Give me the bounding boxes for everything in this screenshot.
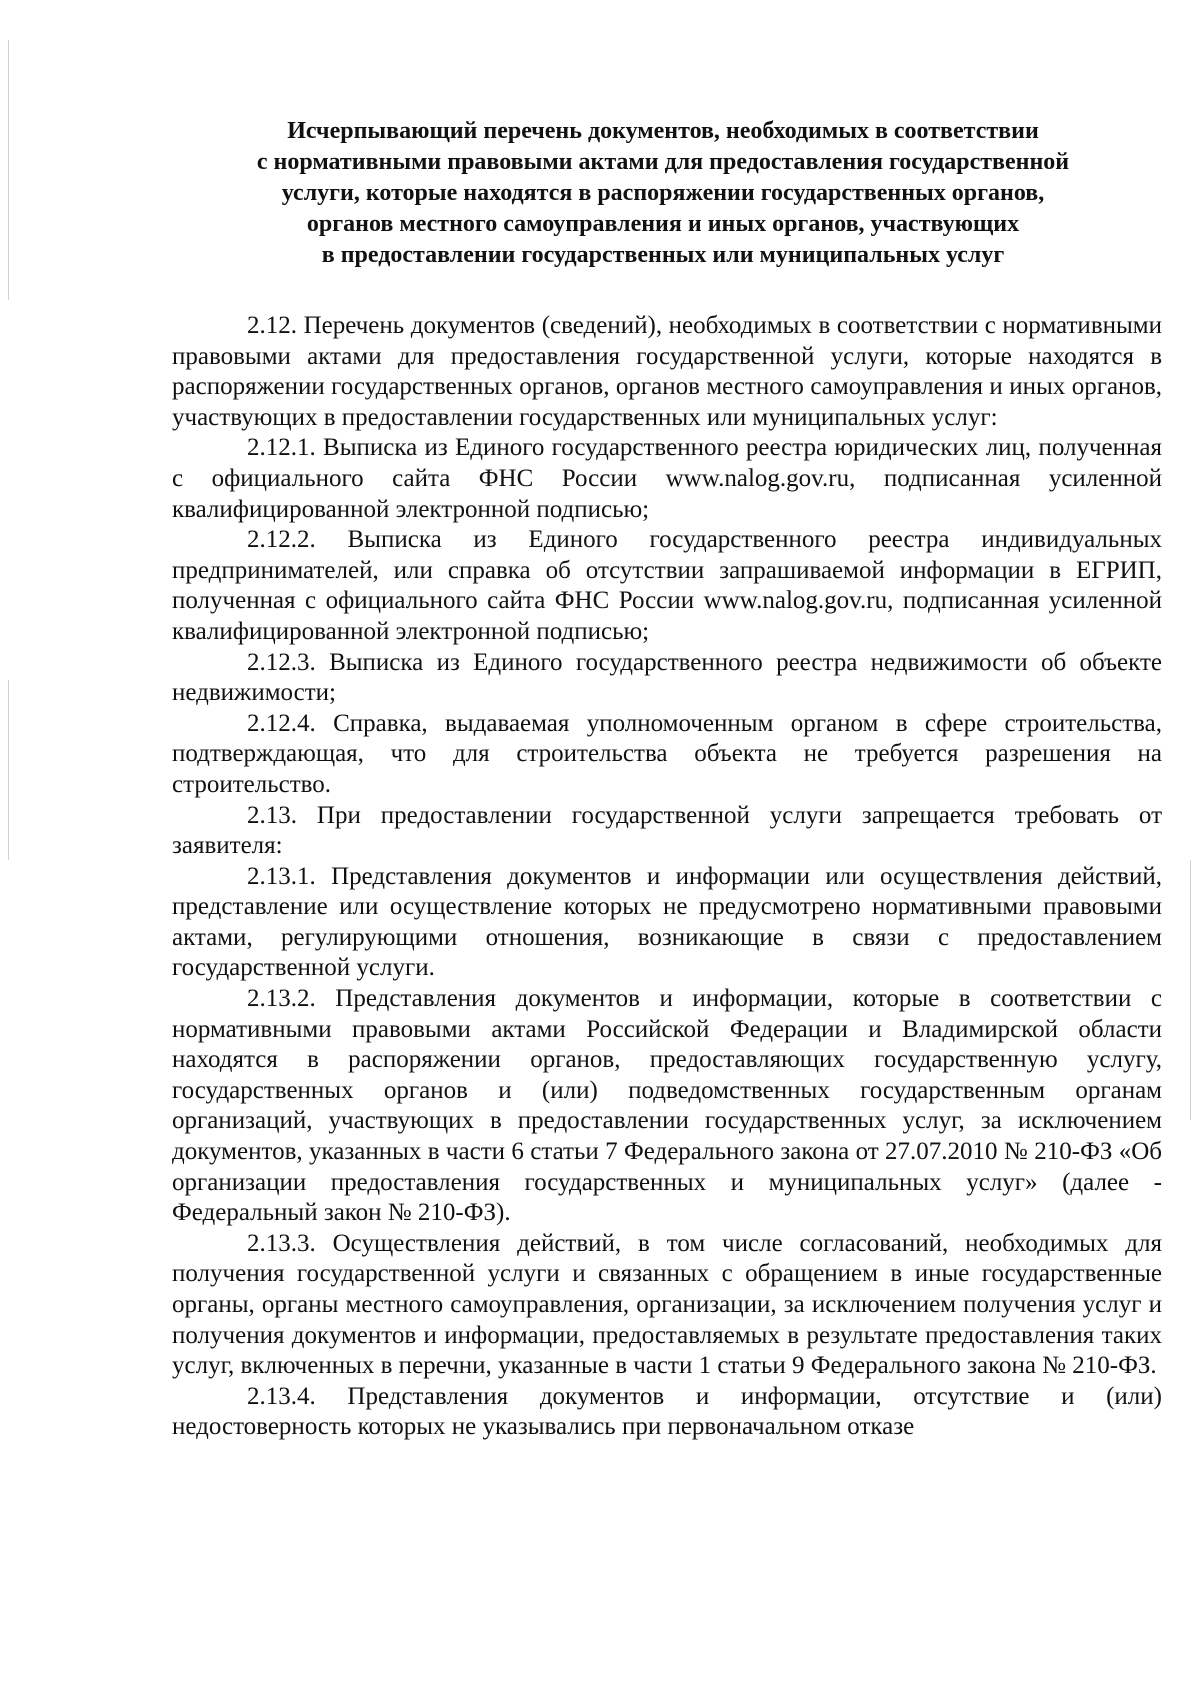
paragraph-2-12-4: 2.12.4. Справка, выдаваемая уполномоченным органом в сфере строительства, подтверждающая, что для строительства объекта не требуется разрешения на строительство. xyxy=(172,709,1162,798)
paragraph-2-12-2: 2.12.2. Выписка из Единого государственного реестра индивидуальных предпринимателей, или справка об отсутствии запрашиваемой информации в ЕГРИП, полученная с официального сайта ФНС России www.nalog.gov.ru, подписанная усиленной квалифицированной электронной подписью; xyxy=(172,526,1162,645)
title-line: Исчерпывающий перечень документов, необходимых в соответствии xyxy=(287,118,1039,144)
document-title xyxy=(160,116,1166,271)
scan-edge-mark xyxy=(1190,860,1191,1120)
paragraph-2-13-1: 2.13.1. Представления документов и информации или осуществления действий, представление или осуществление которых не предусмотрено нормативными правовыми актами, регулирующими отношения, возникающие в связи с предоставлением государственной услуги. xyxy=(172,862,1162,982)
paragraph-2-13-4: 2.13.4. Представления документов и информации, отсутствие и (или) недостоверность которых не указывались при первоначальном отказе xyxy=(172,1382,1162,1441)
title-line: органов местного самоуправления и иных органов, участвующих xyxy=(306,211,1020,237)
title-line: в предоставлении государственных или муниципальных услуг xyxy=(321,242,1005,268)
paragraph-2-13: 2.13. При предоставлении государственной услуги запрещается требовать от заявителя: xyxy=(172,801,1162,860)
scan-edge-mark xyxy=(8,680,9,860)
document-body xyxy=(172,311,1162,1443)
paragraph-2-12-3: 2.12.3. Выписка из Единого государственного реестра недвижимости об объекте недвижимости; xyxy=(172,648,1162,707)
title-line: услуги, которые находятся в распоряжении государственных органов, xyxy=(281,180,1045,206)
title-line: с нормативными правовыми актами для предоставления государственной xyxy=(256,149,1070,175)
scan-edge-mark xyxy=(8,40,9,300)
paragraph-2-12-1: 2.12.1. Выписка из Единого государственного реестра юридических лиц, полученная с официального сайта ФНС России www.nalog.gov.ru, подписанная усиленной квалифицированной электронной подписью; xyxy=(172,434,1162,523)
paragraph-2-12: 2.12. Перечень документов (сведений), необходимых в соответствии с нормативными правовыми актами для предоставления государственной услуги, которые находятся в распоряжении государственных органов, органов местного самоуправления и иных органов, участвующих в предоставлении государственных или муниципальных услуг: xyxy=(172,312,1162,431)
paragraph-2-13-3: 2.13.3. Осуществления действий, в том числе согласований, необходимых для получения государственной услуги и связанных с обращением в иные государственные органы, органы местного самоуправления, организации, за исключением получения услуг и получения документов и информации, предоставляемых в результате предоставления таких услуг, включенных в перечни, указанные в части 1 статьи 9 Федерального закона № 210-ФЗ. xyxy=(172,1229,1162,1380)
paragraph-2-13-2: 2.13.2. Представления документов и информации, которые в соответствии с нормативными правовыми актами Российской Федерации и Владимирской области находятся в распоряжении органов, предоставляющих государственную услугу, государственных органов и (или) подведомственных государственным органам организаций, участвующих в предоставлении государственных услуг, за исключением документов, указанных в части 6 статьи 7 Федерального закона от 27.07.2010 № 210-ФЗ «Об организации предоставления государственных и муниципальных услуг» (далее - Федеральный закон № 210-ФЗ). xyxy=(172,985,1162,1227)
